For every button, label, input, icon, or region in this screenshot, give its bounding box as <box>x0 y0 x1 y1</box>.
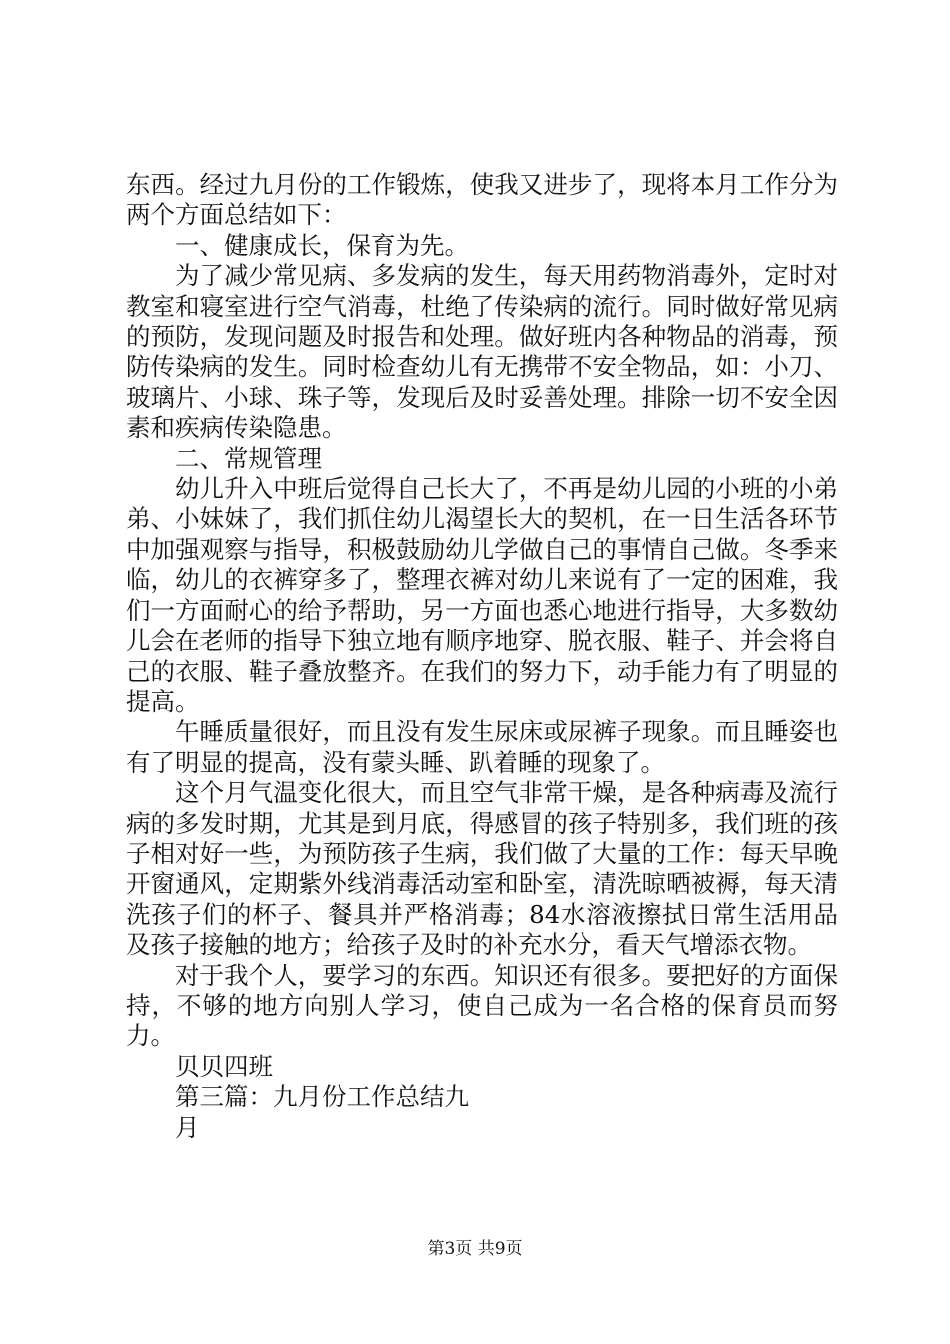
paragraph: 午睡质量很好，而且没有发生尿床或尿裤子现象。而且睡姿也有了明显的提高，没有蒙头睡、趴着睡的现象了。 <box>126 717 838 777</box>
class-signature: 贝贝四班 <box>175 1051 273 1081</box>
chapter-heading: 第三篇：九月份工作总结九 <box>175 1082 469 1112</box>
chapter-heading-continued: 月 <box>175 1112 200 1142</box>
page-number-footer: 第3页 共9页 <box>427 1239 523 1259</box>
section-heading: 二、常规管理 <box>175 443 322 473</box>
paragraph: 东西。经过九月份的工作锻炼，使我又进步了，现将本月工作分为两个方面总结如下： <box>126 170 838 230</box>
paragraph: 为了减少常见病、多发病的发生，每天用药物消毒外，定时对教室和寝室进行空气消毒，杜绝了传染病的流行。同时做好常见病的预防，发现问题及时报告和处理。做好班内各种物品的消毒，预防传染病的发生。同时检查幼儿有无携带不安全物品，如：小刀、玻璃片、小球、珠子等，发现后及时妥善处理。排除一切不安全因素和疾病传染隐患。 <box>126 261 838 443</box>
section-heading: 一、健康成长，保育为先。 <box>175 230 469 260</box>
paragraph: 幼儿升入中班后觉得自己长大了，不再是幼儿园的小班的小弟弟、小妹妹了，我们抓住幼儿渴望长大的契机，在一日生活各环节中加强观察与指导，积极鼓励幼儿学做自己的事情自己做。冬季来临，幼儿的衣裤穿多了，整理衣裤对幼儿来说有了一定的困难，我们一方面耐心的给予帮助，另一方面也悉心地进行指导，大多数幼儿会在老师的指导下独立地有顺序地穿、脱衣服、鞋子、并会将自己的衣服、鞋子叠放整齐。在我们的努力下，动手能力有了明显的提高。 <box>126 474 838 716</box>
paragraph: 对于我个人，要学习的东西。知识还有很多。要把好的方面保持，不够的地方向别人学习，使自己成为一名合格的保育员而努力。 <box>126 960 838 1051</box>
document-body <box>126 170 838 1143</box>
paragraph: 这个月气温变化很大，而且空气非常干燥，是各种病毒及流行病的多发时期，尤其是到月底，得感冒的孩子特别多，我们班的孩子相对好一些，为预防孩子生病，我们做了大量的工作：每天早晚开窗通风，定期紫外线消毒活动室和卧室，清洗晾晒被褥，每天清洗孩子们的杯子、餐具并严格消毒；84水溶液擦拭日常生活用品及孩子接触的地方；给孩子及时的补充水分，看天气增添衣物。 <box>126 778 838 960</box>
